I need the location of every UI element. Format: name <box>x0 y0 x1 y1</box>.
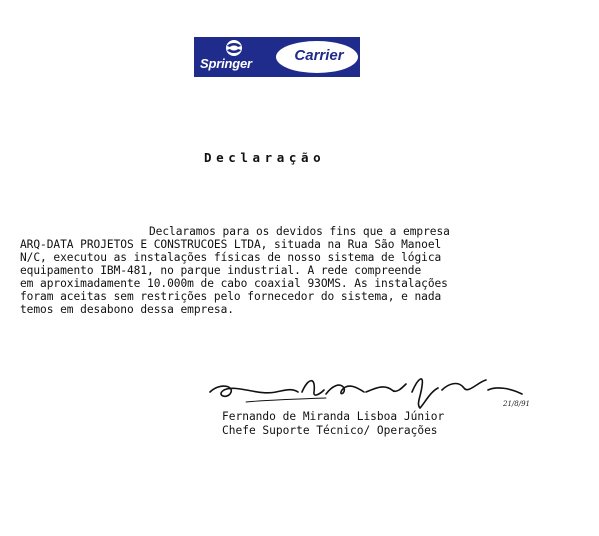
company-logo <box>194 37 360 77</box>
springer-wordmark: Springer <box>200 56 252 71</box>
body-line: equipamento IBM-481, no parque industrial. A rede compreende <box>20 264 422 277</box>
carrier-wordmark: Carrier <box>294 47 344 64</box>
document-title: Declaração <box>204 150 326 165</box>
body-line: em aproximadamente 10.000m de cabo coaxial 93OMS. As instalações <box>20 277 448 290</box>
body-line: N/C, executou as instalações físicas de nosso sistema de lógica <box>20 251 442 264</box>
body-line: temos em desabono dessa empresa. <box>20 303 234 316</box>
signer-role: Chefe Suporte Técnico/ Operações <box>222 424 438 437</box>
signer-name: Fernando de Miranda Lisboa Júnior <box>222 410 445 423</box>
body-line: Declaramos para os devidos fins que a empresa <box>149 225 450 238</box>
springer-emblem-icon <box>226 40 242 56</box>
body-line: ARQ-DATA PROJETOS E CONSTRUCOES LTDA, situada na Rua São Manoel <box>20 238 442 251</box>
signature-date: 21/8/91 <box>503 400 530 408</box>
body-line: foram aceitas sem restrições pelo fornecedor do sistema, e nada <box>20 290 442 303</box>
